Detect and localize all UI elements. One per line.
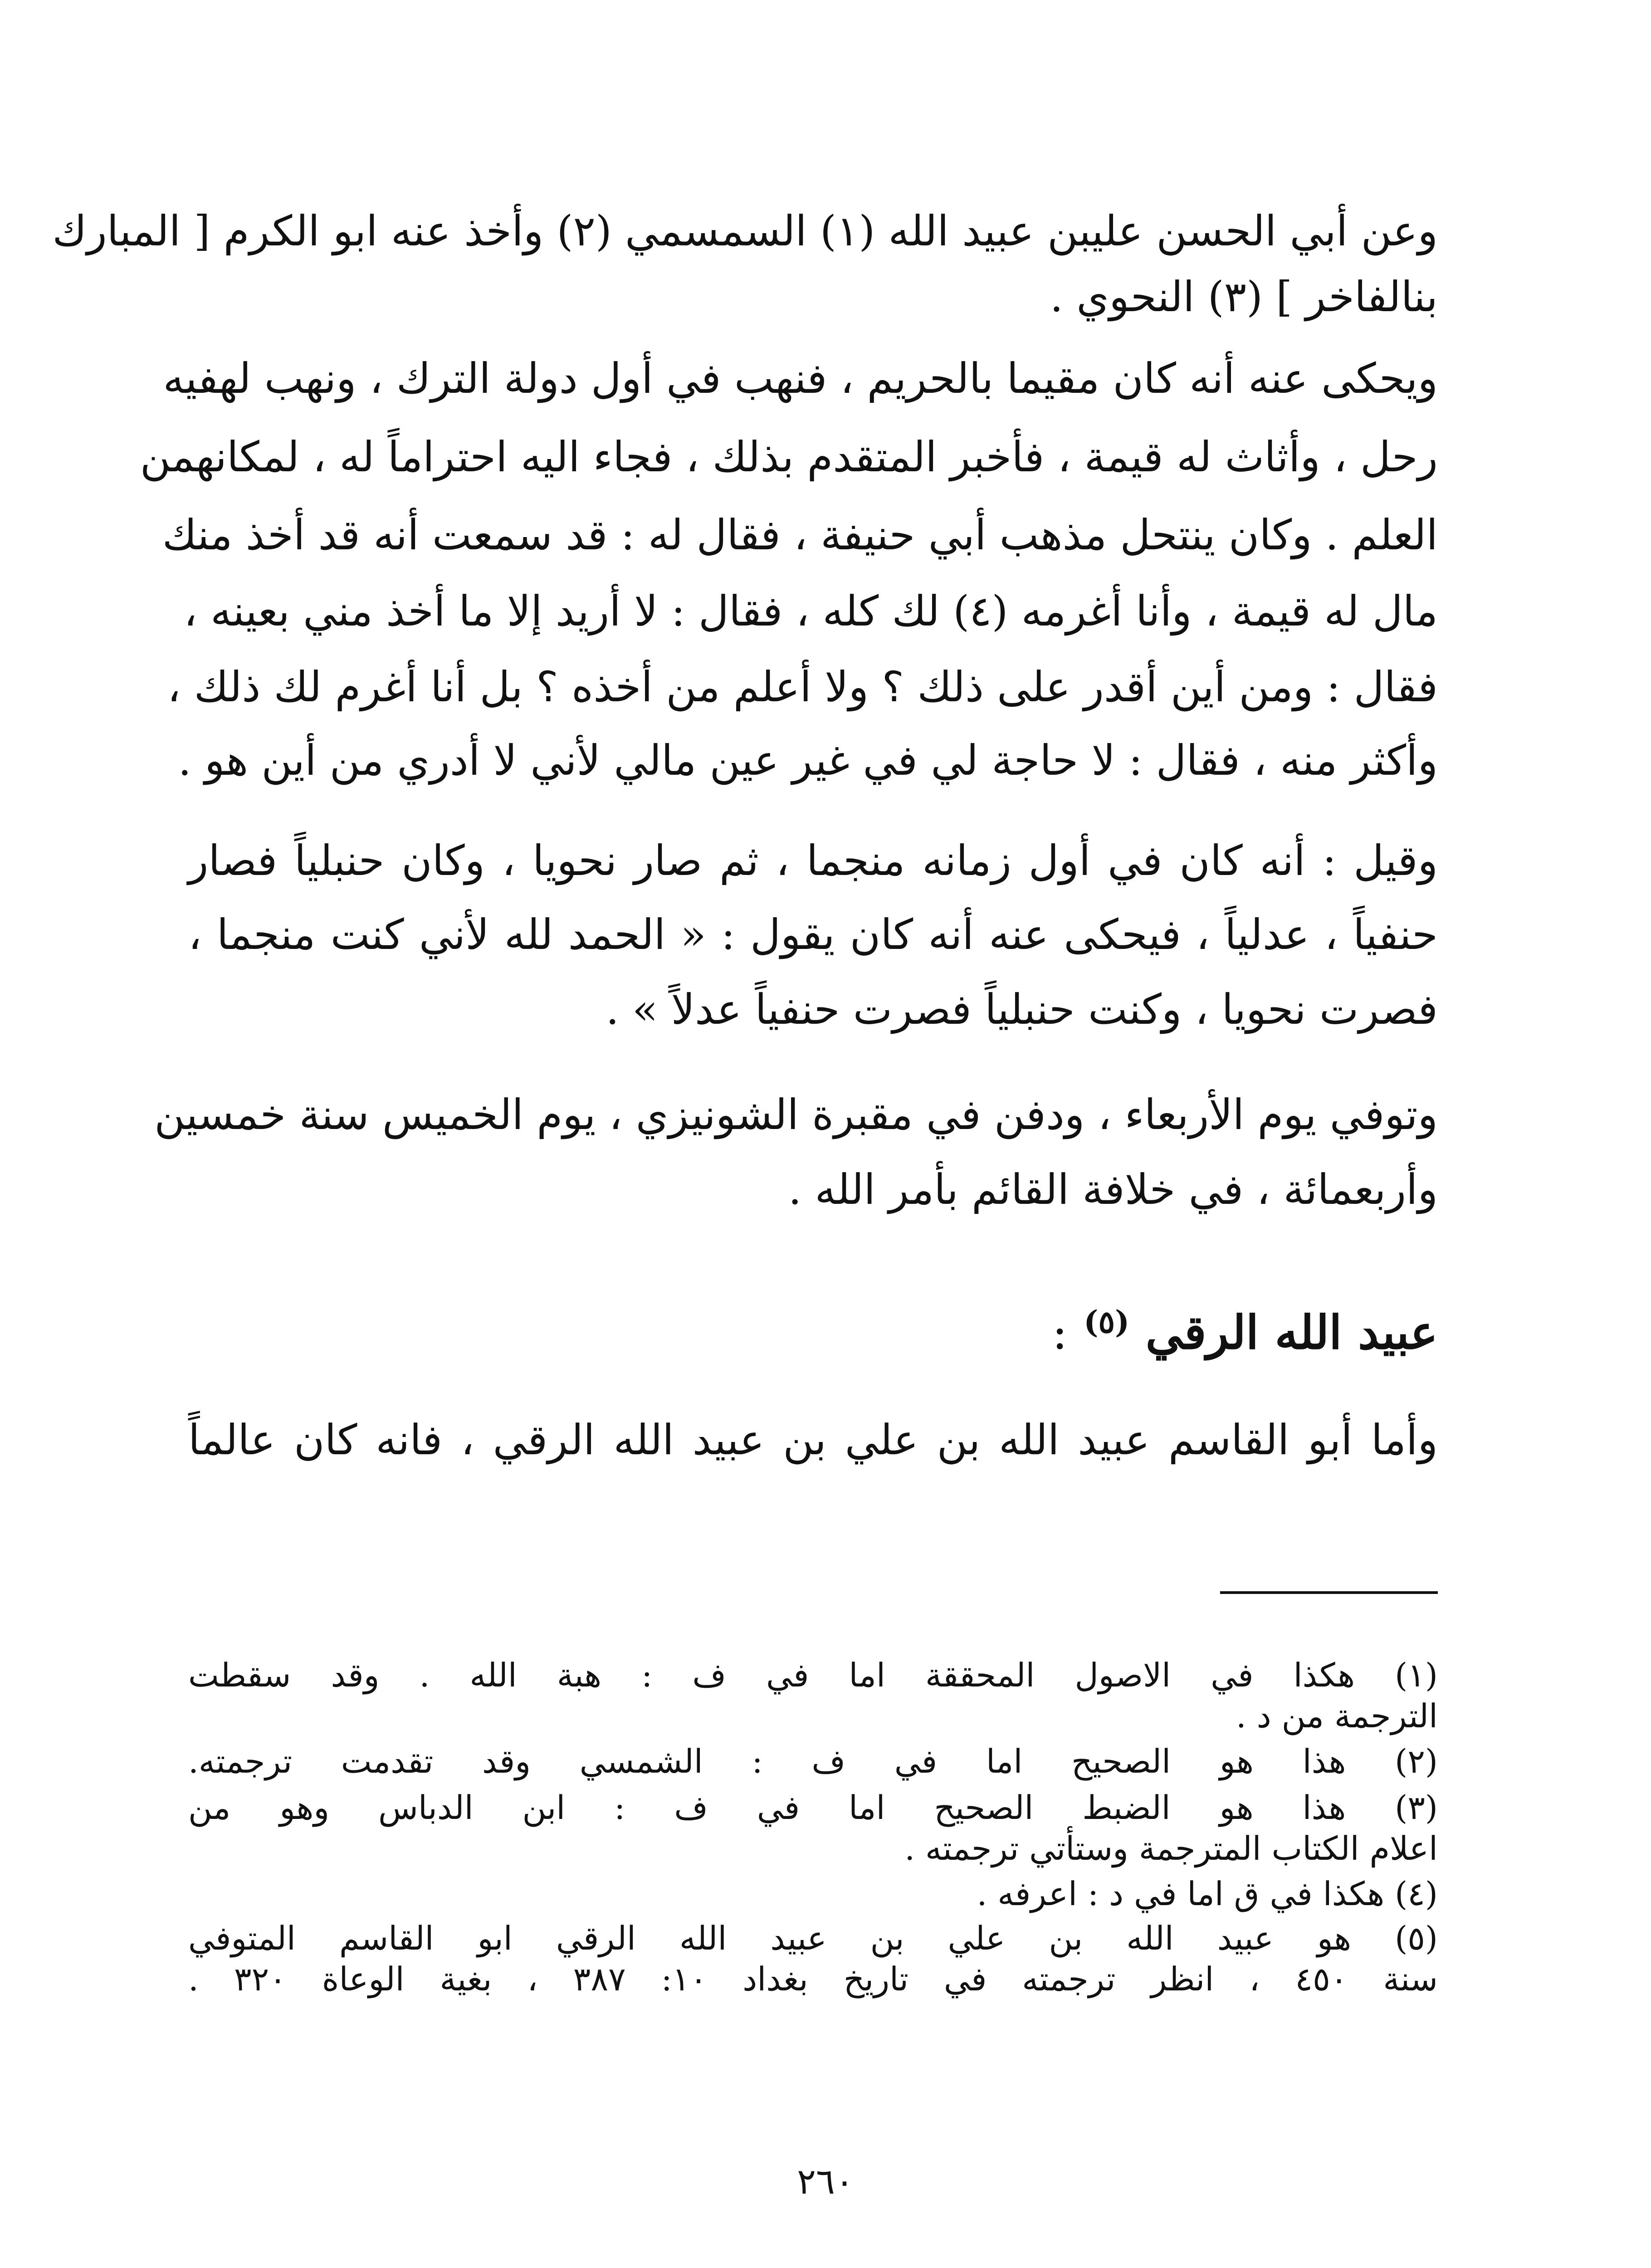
main-text-line-2: بنالفاخر ] (٣) النحوي . — [1050, 273, 1438, 321]
main-text-line-3: ويحكى عنه أنه كان مقيما بالحريم ، فنهب في أول دولة الترك ، ونهب لهفيه — [163, 354, 1438, 403]
footnote-line-8: سنة ٤٥٠ ، انظر ترجمته في تاريخ بغداد ١٠: ٣٨٧ ، بغية الوعاة ٣٢٠ . — [188, 1960, 1438, 1998]
footnote-line-5: اعلام الكتاب المترجمة وستأتي ترجمته . — [904, 1829, 1438, 1867]
main-text-line-1: وعن أبي الحسن عليبن عبيد الله (١) السمسمي (٢) وأخذ عنه ابو الكرم [ المبارك — [52, 207, 1438, 255]
section-heading — [1052, 1293, 1438, 1363]
footnote-line-7: (٥) هو عبيد الله بن علي بن عبيد الله الرقي ابو القاسم المتوفي — [188, 1919, 1438, 1957]
page-number: ٢٦٠ — [797, 2161, 854, 2202]
footnote-line-2: الترجمة من د . — [1236, 1697, 1438, 1735]
heading-name: عبيد الله الرقي — [1145, 1305, 1438, 1360]
footnote-line-3: (٢) هذا هو الصحيح اما في ف : الشمسي وقد تقدمت ترجمته. — [188, 1742, 1438, 1780]
heading-footnote-marker: (٥) — [1084, 1304, 1130, 1340]
main-text-line-4: رحل ، وأثاث له قيمة ، فأخبر المتقدم بذلك ، فجاء اليه احتراماً له ، لمكانهمن — [140, 433, 1438, 481]
main-text-line-7: فقال : ومن أين أقدر على ذلك ؟ ولا أعلم من أخذه ؟ بل أنا أغرم لك ذلك ، — [167, 663, 1438, 711]
main-text-line-5: العلم . وكان ينتحل مذهب أبي حنيفة ، فقال له : قد سمعت أنه قد أخذ منك — [162, 511, 1438, 559]
after-heading-line: وأما أبو القاسم عبيد الله بن علي بن عبيد الله الرقي ، فانه كان عالماً — [188, 1416, 1438, 1464]
main-text-line-6: مال له قيمة ، وأنا أغرمه (٤) لك كله ، فقال : لا أريد إلا ما أخذ مني بعينه ، — [184, 587, 1438, 635]
footnote-line-6: (٤) هكذا في ق اما في د : اعرفه . — [977, 1875, 1438, 1913]
main-text-line-11: فصرت نحويا ، وكنت حنبلياً فصرت حنفياً عدلاً » . — [606, 985, 1438, 1034]
main-text-line-12: وتوفي يوم الأربعاء ، ودفن في مقبرة الشونيزي ، يوم الخميس سنة خمسين — [154, 1090, 1438, 1139]
main-text-line-10: حنفياً ، عدلياً ، فيحكى عنه أنه كان يقول : « الحمد لله لأني كنت منجما ، — [188, 910, 1438, 959]
footnote-line-1: (١) هكذا في الاصول المحققة اما في ف : هبة الله . وقد سقطت — [188, 1656, 1438, 1694]
main-text-line-9: وقيل : أنه كان في أول زمانه منجما ، ثم صار نحويا ، وكان حنبلياً فصار — [188, 836, 1438, 885]
footnote-separator — [1220, 1591, 1438, 1594]
main-text-line-8: وأكثر منه ، فقال : لا حاجة لي في غير عين مالي لأني لا أدري من أين هو . — [178, 736, 1438, 785]
heading-colon: : — [1052, 1306, 1068, 1360]
footnote-line-4: (٣) هذا هو الضبط الصحيح اما في ف : ابن الدباس وهو من — [188, 1789, 1438, 1827]
main-text-line-13: وأربعمائة ، في خلافة القائم بأمر الله . — [788, 1165, 1438, 1214]
